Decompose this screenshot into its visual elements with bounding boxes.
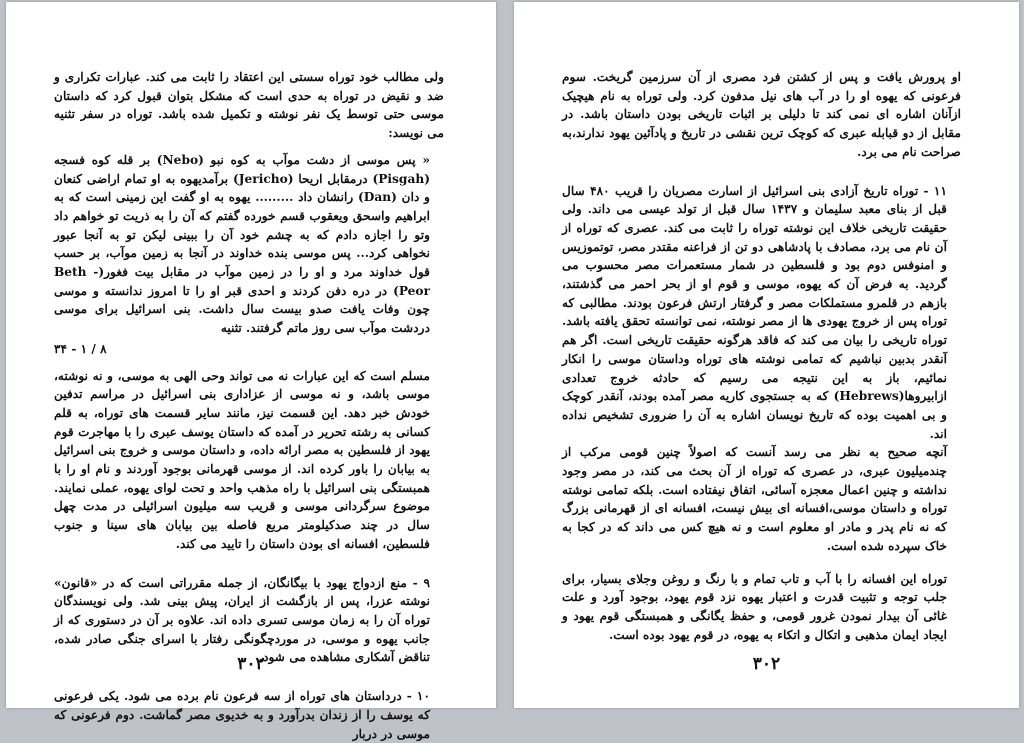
left-page-number: ۳۰۲ — [237, 654, 265, 674]
left-paragraph-4: ۹ - منع ازدواج یهود با بیگانگان، از جمله مقرراتی است که در «قانون» نوشته عزرا، پس از بازگشت از ایران، پیش بینی شد. ولی نویسندگان توراه آن را به زمان موسی تسری داده اند. علاوه بر آن در دستوری که از جانب یهوه و موسی، در موردچگونگی رفتار با اسرای جنگی صادر شده، تناقض آشکاری مشاهده می شود. — [54, 575, 430, 665]
left-paragraph-1: ولی مطالب خود توراه سستی این اعتقاد را ثابت می کند. عبارات تکراری و ضد و نقیض در توراه به حدی است که مشکل بتوان قبول کرد که داستان موسی حتی توسط یک نفر نوشته و تکمیل شده باشد. توراه در سفر تثنیه می نویسد: — [54, 70, 444, 141]
right-paragraph-2: ۱۱ - توراه تاریخ آزادی بنی اسرائیل از اسارت مصریان را قریب ۴۸۰ سال قبل از بنای معبد سلیمان و ۱۴۳۷ سال قبل از تولد عیسی می داند. ولی حقیقت تاریخی خلاف این نوشته توراه را ثابت می کند. عصری که توراه از آن نام می برد، مصادف با پادشاهی دو تن از فراعنه مقتدر مصر، توتموزیس و امنوفس دوم بود و فلسطین در شمار مستعمرات مصر محسوب می گردید. به فرض آن که یهوه، موسی و قوم او از بحر احمر می گذشتند، بازهم در قلمرو مستملکات مصر و گرفتار ارتش فرعون بودند. مطالبی که توراه پس از خروج یهودی ها از مصر نوشته، نمی توانسته تحقق یافته باشد. توراه تاریخی را بیان می کند که فاقد هرگونه حقیقت تاریخی است. اگر هم آنقدر بدبین نباشیم که تمامی نوشته های توراه وداستان موسی را انکار نمائیم، باز به این نتیجه می رسیم که حادثه خروج تعدادی ازابیروها(Hebrews) که به جستجوی کاریه مصر آمده بودند، آنقدر کوچک و بی اهمیت بوده که تاریخ نویسان اشاره به آن را ضروری تشخیص نداده اند. — [562, 183, 947, 441]
right-page-number: ۳۰۲ — [752, 654, 781, 674]
right-page — [514, 2, 1019, 708]
left-paragraph-5: ۱۰ - درداستان های توراه از سه فرعون نام برده می شود. یکی فرعونی که یوسف را از زندان بدرآورد و به خدیوی مصر گماشت. دوم فرعونی که موسی در دربار — [54, 689, 430, 741]
right-paragraph-3: آنچه صحیح به نظر می رسد آنست که اصولاً چنین قومی مرکب از چندمیلیون عبری، در عصری که توراه از آن بحث می کند، در مصر وجود نداشته و چنین اعمال معجزه آسائی، اتفاق نیفتاده است. بلکه تمامی نوشته توراه و داستان موسی،افسانه ای بیش نیست، افسانه ای از قهرمانی بزرگ که نه نام پدر و مادر او معلوم است و نه هیچ کس می داند که در کجا به خاک سپرده شده است. — [562, 445, 947, 553]
right-paragraph-1: او پرورش یافت و پس از کشتن فرد مصری از آن سرزمین گریخت. سوم فرعونی که یهوه او را در آب های نیل مدفون کرد. ولی توراه به نام هیچیک ازآنان اشاره ای نمی کند تا دلیلی بر اثبات تاریخی بودن داستان باشد. در مقابل از دو قبابله عبری که کوچک ترین نقشی در تاریخ و پادآئین یهود ندارند،به صراحت نام می برد. — [562, 70, 961, 159]
left-paragraph-2-quote: « پس موسی از دشت موآب به کوه نبو (Nebo) بر قله کوه فسجه (Pisgah) درمقابل اریحا (Jericho) برآمدیهوه به او تمام اراضی کنعان و دان (Dan) رانشان داد ......... یهوه به او گفت این زمینی است که به ابراهیم واسحق ویعقوب قسم خورده گفتم که آن را به ذریت تو خواهم داد وتو را اجازه دادم که به چشم خود آن را ببینی لیکن تو به آنجا عبور نخواهی کرد... پس موسی بنده خداوند در آنجا به زمین موآب، بر حسب قول خداوند مرد و او را در زمین موآب در مقابل بیت فغور(Beth - Peor) در دره دفن کردند و احدی قبر او را تا امروز ندانسته و موسی چون وفات یافت صدو بیست سال داشت. بنی اسرائیل برای موسی دردشت موآب سی روز ماتم گرفتند. تثنیه — [54, 152, 430, 336]
scripture-reference: ۳۴ - ۱ / ۸ — [54, 341, 107, 356]
left-page — [6, 2, 496, 741]
left-paragraph-3: مسلم است که این عبارات نه می تواند وحی الهی به موسی، و نه نوشته، موسی باشد، و نه موسی از عزاداری بنی اسرائیل در مراسم تدفین خودش خبر دهد. این قسمت نیز، مانند سایر قسمت های توراه، به قلم کسانی به رشته تحریر در آمده که داستان یوسف عبری را با مهاجرت قوم یهود از فلسطین به مصر ارائه داده، و داستان موسی و خروج بنی اسرائیل به بیابان را باور کرده اند. از موسی قهرمانی بوجود آوردند و نام او را با همبستگی بنی اسرائیل با راه مذهب واحد و تحت لوای یهوه، عملی نمایند. موضوع سرگردانی موسی و قریب سه میلیون اسرائیلی در مدت چهل سال در چند صدکیلومتر مربع فاصله بین بیابان های سینا و جنوب فلسطین، افسانه ای بودن داستان را تایید می کند. — [54, 368, 430, 551]
right-paragraph-4: توراه این افسانه را با آب و تاب تمام و با رنگ و روغن وجلای بسیار، برای جلب توجه و تثبیت قدرت و اعتبار یهوه نزد قوم یهود، بوجود آورد و علت غائی آن بیدار نمودن غرور قومی، و حفظ یگانگی و همبستگی قوم یهود و ایجاد ایمان مذهبی و اتکال و اتکاء به یهوه، در قوم یهود بوده است. — [562, 571, 947, 642]
left-page-text — [54, 68, 444, 743]
right-page-text — [562, 68, 961, 644]
